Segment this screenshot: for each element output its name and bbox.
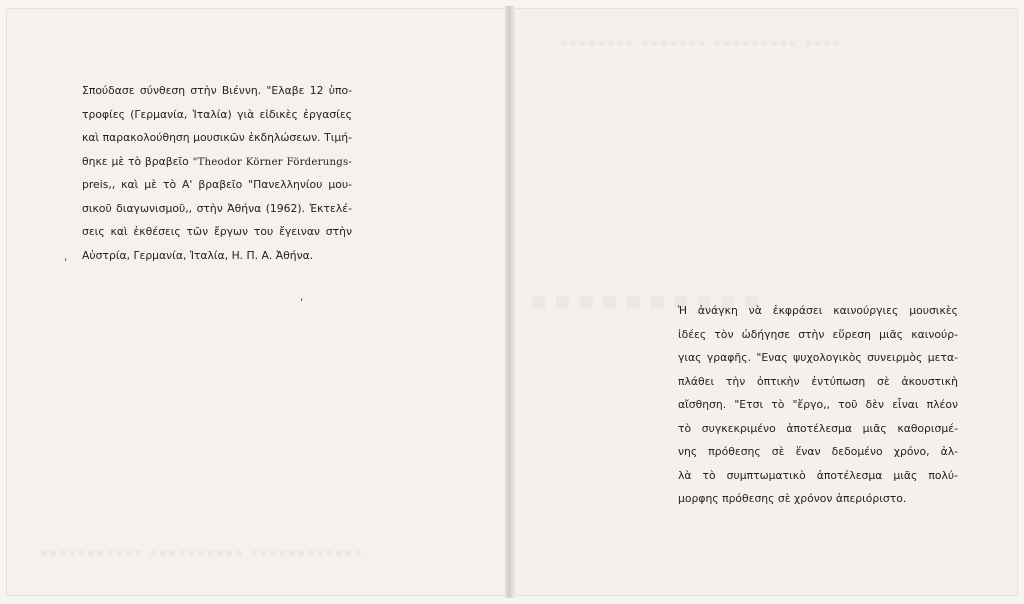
artist-statement-paragraph <box>678 299 958 511</box>
text-line: σεις καὶ ἐκθέσεις τῶν ἔργων του ἔγειναν στὴν <box>82 225 352 238</box>
text-line: λὰ τὸ συμπτωματικὸ ἀποτέλεσμα μιᾶς πολύ- <box>678 468 958 482</box>
text-line: Αὐστρία, Γερμανία, Ἰταλία, Η. Π. Α. Ἀθήνα. <box>82 248 314 262</box>
text-line: νης πρόθεσης σὲ ἕναν δεδομένο χρόνο, ἀλ- <box>678 445 958 458</box>
text-line-award <box>82 150 352 174</box>
text-line: πλάθει τὴν ὀπτικὴν ἐντύπωση σὲ ἀκουστικὴ <box>678 374 958 388</box>
show-through-footer: ▪▪▪▪▪▪▪▪▪▪▪ ▪▪▪▪▪▪▪▪▪▪ ▪▪▪▪▪▪▪▪▪▪▪▪ <box>40 546 364 559</box>
text-segment: θηκε μὲ τὸ βραβεῖο <box>82 154 189 168</box>
ink-speck: , <box>300 292 304 303</box>
ink-speck: , <box>64 252 68 263</box>
biography-paragraph <box>82 79 352 267</box>
text-line: σικοῦ διαγωνισμοῦ,, στὴν Ἀθήνα (1962). Ἐκτελέ- <box>82 201 352 215</box>
text-line: μορφης πρόθεσης σὲ χρόνον ἀπεριόριστο. <box>678 492 907 505</box>
text-line: γιας γραφῆς. "Ενας ψυχολογικὸς συνειρμὸς μετα- <box>678 351 958 364</box>
text-line: τὸ συγκεκριμένο ἀποτέλεσμα μιᾶς καθορισμέ- <box>678 421 958 435</box>
text-line: Ἡ ἀνάγκη νὰ ἐκφράσει καινούργιες μουσικὲς <box>678 304 958 317</box>
award-name: "Theodor Körner Förderungs- <box>192 156 353 168</box>
text-line: Σπούδασε σύνθεση στὴν Βιέννη. "Ελαβε 12 ὑπο- <box>82 84 352 97</box>
text-line: ἰδέες τὸν ὡδήγησε στὴν εὕρεση μιᾶς καινούρ- <box>678 327 958 341</box>
center-fold <box>505 6 515 598</box>
text-line: τροφίες (Γερμανία, Ἰταλία) γιὰ εἰδικὲς ἐργασίες <box>82 107 352 121</box>
show-through-text: ▪▪▪▪▪▪▪▪ ▪▪▪▪▪▪▪ ▪▪▪▪▪▪▪▪▪ ▪▪▪▪ <box>560 36 843 49</box>
text-line: αἴσθηση. "Ετσι τὸ "ἔργο,, τοῦ δὲν εἶναι πλέον <box>678 398 958 411</box>
show-through-heading: ▪▪▪▪▪▪▪▪▪▪ <box>530 286 767 316</box>
text-line: καὶ παρακολούθηση μουσικῶν ἐκδηλώσεων. Τιμή- <box>82 131 352 144</box>
text-line: preis,, καὶ μὲ τὸ Α' βραβεῖο "Πανελληνίου μου- <box>82 178 352 191</box>
